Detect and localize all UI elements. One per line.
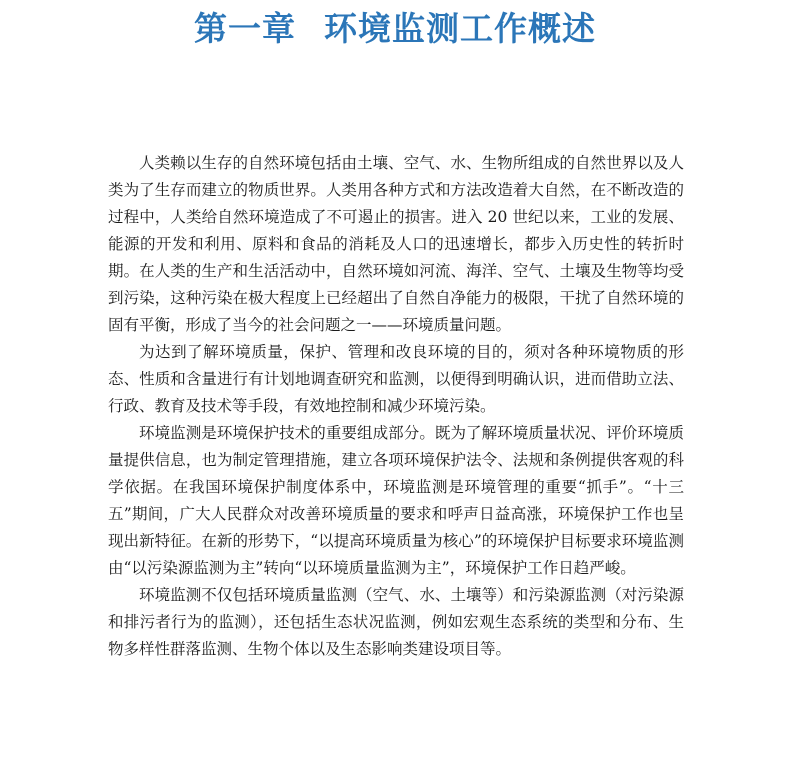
paragraph-2: 为达到了解环境质量，保护、管理和改良环境的目的，须对各种环境物质的形态、性质和含量进行有计划地调查研究和监测，以便得到明确认识，进而借助立法、行政、教育及技术等手段，有效地控制和减少环境污染。 (108, 343, 684, 415)
paragraph-4: 环境监测不仅包括环境质量监测（空气、水、土壤等）和污染源监测（对污染源和排污者行为的监测），还包括生态状况监测，例如宏观生态系统的类型和分布、生物多样性群落监测、生物个体以及生态影响类建设项目等。 (108, 586, 684, 658)
paragraph-1: 人类赖以生存的自然环境包括由土壤、空气、水、生物所组成的自然世界以及人类为了生存而建立的物质世界。人类用各种方式和方法改造着大自然，在不断改造的过程中，人类给自然环境造成了不可遏止的损害。进入 20 世纪以来，工业的发展、能源的开发和利用、原料和食品的消耗及人口的迅速增长，都步入历史性的转折时期。在人类的生产和生活活动中，自然环境如河流、海洋、空气、土壤及生物等均受到污染，这种污染在极大程度上已经超出了自然自净能力的极限，干扰了自然环境的固有平衡，形成了当今的社会问题之一——环境质量问题。 (108, 154, 684, 334)
body-text (108, 150, 684, 663)
chapter-title-text: 环境监测工作概述 (324, 9, 596, 48)
chapter-number: 第一章 (194, 9, 296, 48)
chapter-title (0, 6, 790, 52)
paragraph-3: 环境监测是环境保护技术的重要组成部分。既为了解环境质量状况、评价环境质量提供信息，也为制定管理措施，建立各项环境保护法令、法规和条例提供客观的科学依据。在我国环境保护制度体系中，环境监测是环境管理的重要“抓手”。“十三五”期间，广大人民群众对改善环境质量的要求和呼声日益高涨，环境保护工作也呈现出新特征。在新的形势下，“以提高环境质量为核心”的环境保护目标要求环境监测由“以污染源监测为主”转向“以环境质量监测为主”，环境保护工作日趋严峻。 (108, 424, 684, 577)
